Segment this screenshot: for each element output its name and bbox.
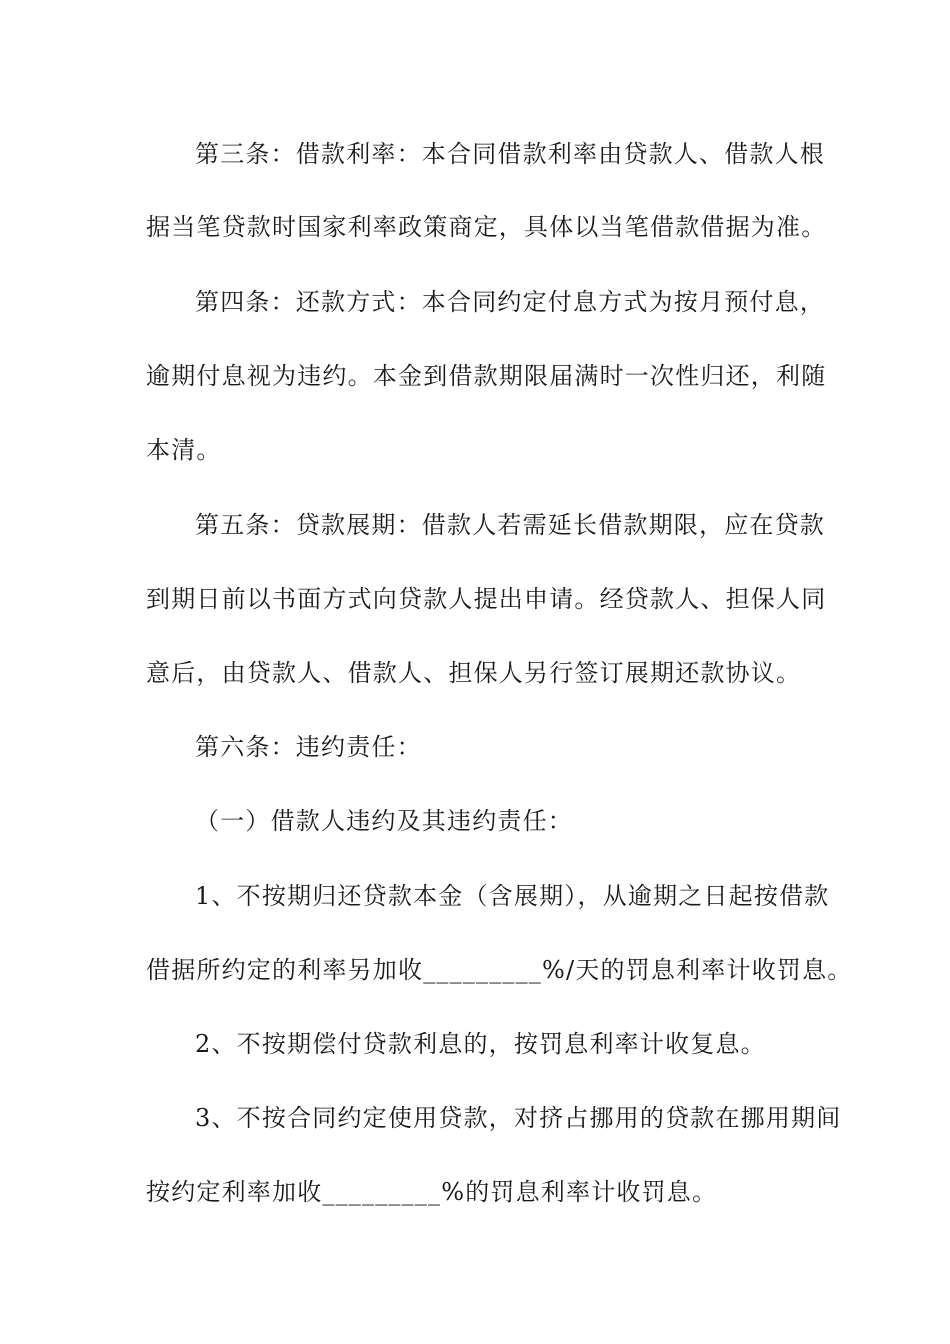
article-6-heading: 第六条：违约责任： xyxy=(195,733,422,761)
clause-3-line-1: 3、不按合同约定使用贷款，对挤占挪用的贷款在挪用期间 xyxy=(195,1104,842,1132)
article-5-line-3: 意后，由贷款人、借款人、担保人另行签订展期还款协议。 xyxy=(146,659,802,687)
article-4-line-1: 第四条：还款方式：本合同约定付息方式为按月预付息， xyxy=(195,288,825,316)
clause-1-line-2: 借据所约定的利率另加收_________%/天的罚息利率计收罚息。 xyxy=(146,956,853,984)
section-1-heading: （一）借款人违约及其违约责任： xyxy=(195,807,573,835)
article-3-line-2: 据当笔贷款时国家利率政策商定，具体以当笔借款借据为准。 xyxy=(146,213,827,241)
clause-2-line-1: 2、不按期偿付贷款利息的，按罚息利率计收复息。 xyxy=(195,1030,766,1058)
article-3-line-1: 第三条：借款利率：本合同借款利率由贷款人、借款人根 xyxy=(195,140,825,168)
clause-3-line-2: 按约定利率加收_________%的罚息利率计收罚息。 xyxy=(146,1178,718,1206)
article-4-line-3: 本清。 xyxy=(146,436,222,464)
clause-1-line-1: 1、不按期归还贷款本金（含展期），从逾期之日起按借款 xyxy=(195,882,830,910)
article-5-line-2: 到期日前以书面方式向贷款人提出申请。经贷款人、担保人同 xyxy=(146,585,827,613)
article-5-line-1: 第五条：贷款展期：借款人若需延长借款期限，应在贷款 xyxy=(195,511,825,539)
article-4-line-2: 逾期付息视为违约。本金到借款期限届满时一次性归还，利随 xyxy=(146,362,827,390)
